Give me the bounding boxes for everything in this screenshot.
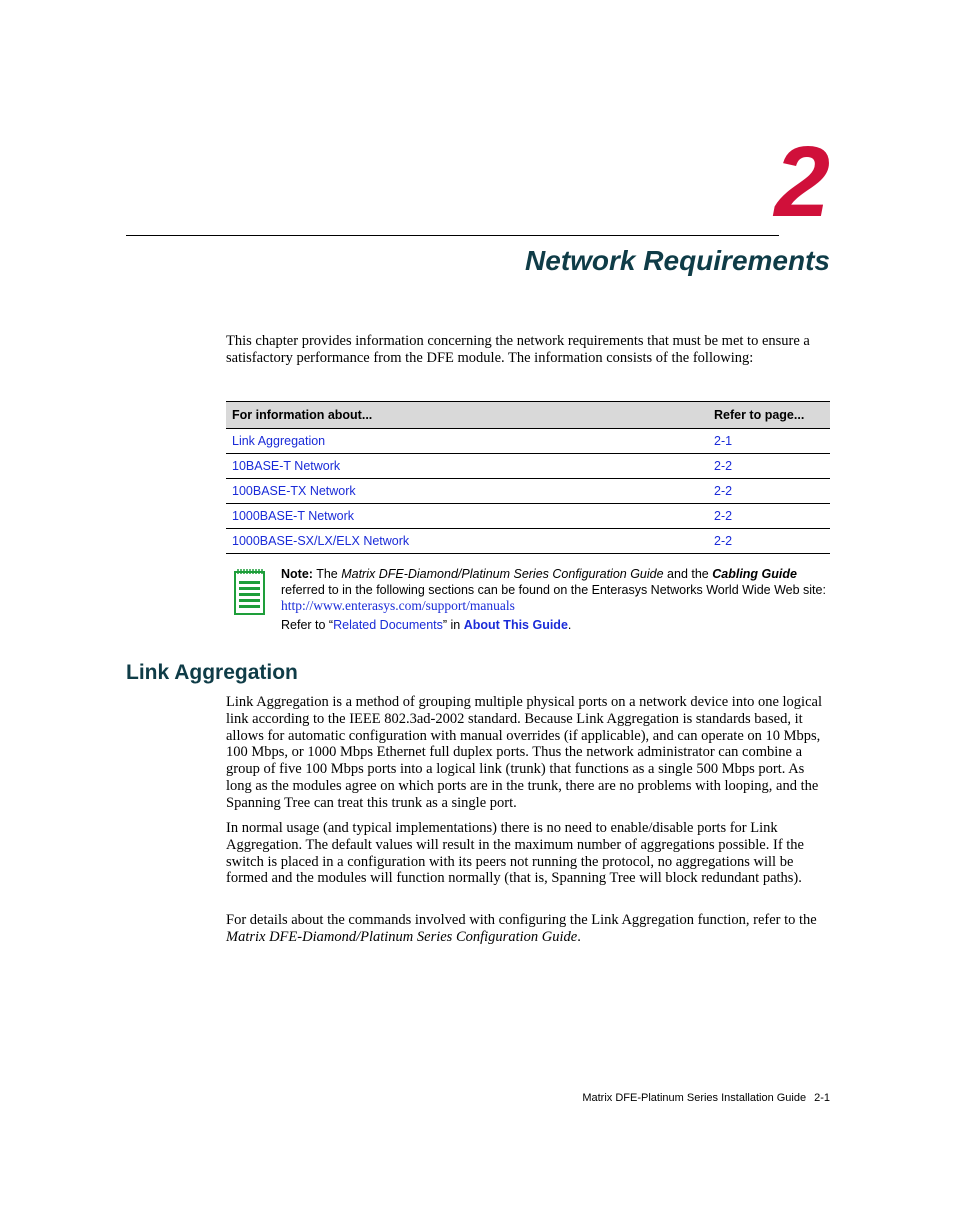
page-link[interactable]: 2-2 — [696, 529, 830, 554]
footer-page-number: 2-1 — [814, 1092, 830, 1104]
header-topic: For information about... — [226, 402, 696, 429]
page-footer — [500, 1090, 830, 1106]
topic-link[interactable]: 1000BASE-T Network — [226, 504, 696, 529]
topic-link[interactable]: Link Aggregation — [226, 429, 696, 454]
config-guide-reference: Matrix DFE-Diamond/Platinum Series Configuration Guide — [226, 928, 578, 945]
topic-link[interactable]: 10BASE-T Network — [226, 454, 696, 479]
intro-paragraph: This chapter provides information concerning the network requirements that must be met to ensure a satisfactory performance from the DFE module. The information consists of the following: — [226, 333, 810, 366]
table-row — [226, 504, 830, 529]
paragraph-normal-usage: In normal usage (and typical implementations) there is no need to enable/disable ports for Link Aggregation. The default values will result in the maximum number of aggregations possible. If the switch is placed in a configuration with its peers not running the protocol, no aggregations will be formed and the modules will function normally (that is, Spanning Tree will block redundant paths). — [226, 820, 804, 887]
notepad-icon — [233, 568, 266, 615]
note-reference: Refer to “Related Documents” in About This Guide. — [281, 618, 572, 632]
config-guide-title: Matrix DFE-Diamond/Platinum Series Configuration Guide — [341, 567, 664, 581]
page-link[interactable]: 2-2 — [696, 504, 830, 529]
table-row — [226, 479, 830, 504]
table-header-row — [226, 402, 830, 429]
page-link[interactable]: 2-2 — [696, 479, 830, 504]
topic-link[interactable]: 100BASE-TX Network — [226, 479, 696, 504]
table-row — [226, 429, 830, 454]
support-url-link[interactable]: http://www.enterasys.com/support/manuals — [281, 598, 515, 613]
note-text: Note: The Matrix DFE-Diamond/Platinum Series Configuration Guide and the Cabling Guide referred to in the following sections can be found on the Enterasys Networks World Wide Web site: http://www.enterasys.com/support/manuals — [281, 567, 826, 613]
footer-guide-title: Matrix DFE-Platinum Series Installation Guide — [582, 1092, 807, 1104]
chapter-number: 2 — [774, 126, 830, 238]
about-this-guide-link[interactable]: About This Guide — [463, 618, 568, 632]
paragraph-details: For details about the commands involved with configuring the Link Aggregation function, refer to the Matrix DFE-Diamond/Platinum Series Configuration Guide. — [226, 912, 817, 945]
note-label: Note: — [281, 567, 313, 581]
section-heading: Link Aggregation — [126, 661, 298, 684]
cabling-guide-title: Cabling Guide — [712, 567, 797, 581]
header-page: Refer to page... — [696, 402, 830, 429]
page-link[interactable]: 2-1 — [696, 429, 830, 454]
paragraph-link-aggregation: Link Aggregation is a method of grouping multiple physical ports on a network device into one logical link according to the IEEE 802.3ad-2002 standard. Because Link Aggregation is standards based, it allows for automatic configuration with manual overrides (if applicable), and can operate on 10 Mbps, 100 Mbps, or 1000 Mbps Ethernet full duplex ports. Thus the network administrator can combine a group of five 100 Mbps ports into a logical link (trunk) that functions as a single 500 Mbps port. As long as the modules agree on which ports are in the trunk, there are no problems with looping, and the Spanning Tree can treat this trunk as a single port. — [226, 694, 822, 811]
table-row — [226, 529, 830, 554]
chapter-title: Network Requirements — [525, 245, 830, 276]
chapter-rule — [126, 235, 779, 236]
page-link[interactable]: 2-2 — [696, 454, 830, 479]
reference-table — [226, 401, 830, 554]
table-row — [226, 454, 830, 479]
topic-link[interactable]: 1000BASE-SX/LX/ELX Network — [226, 529, 696, 554]
related-documents-link[interactable]: Related Documents — [333, 618, 443, 632]
